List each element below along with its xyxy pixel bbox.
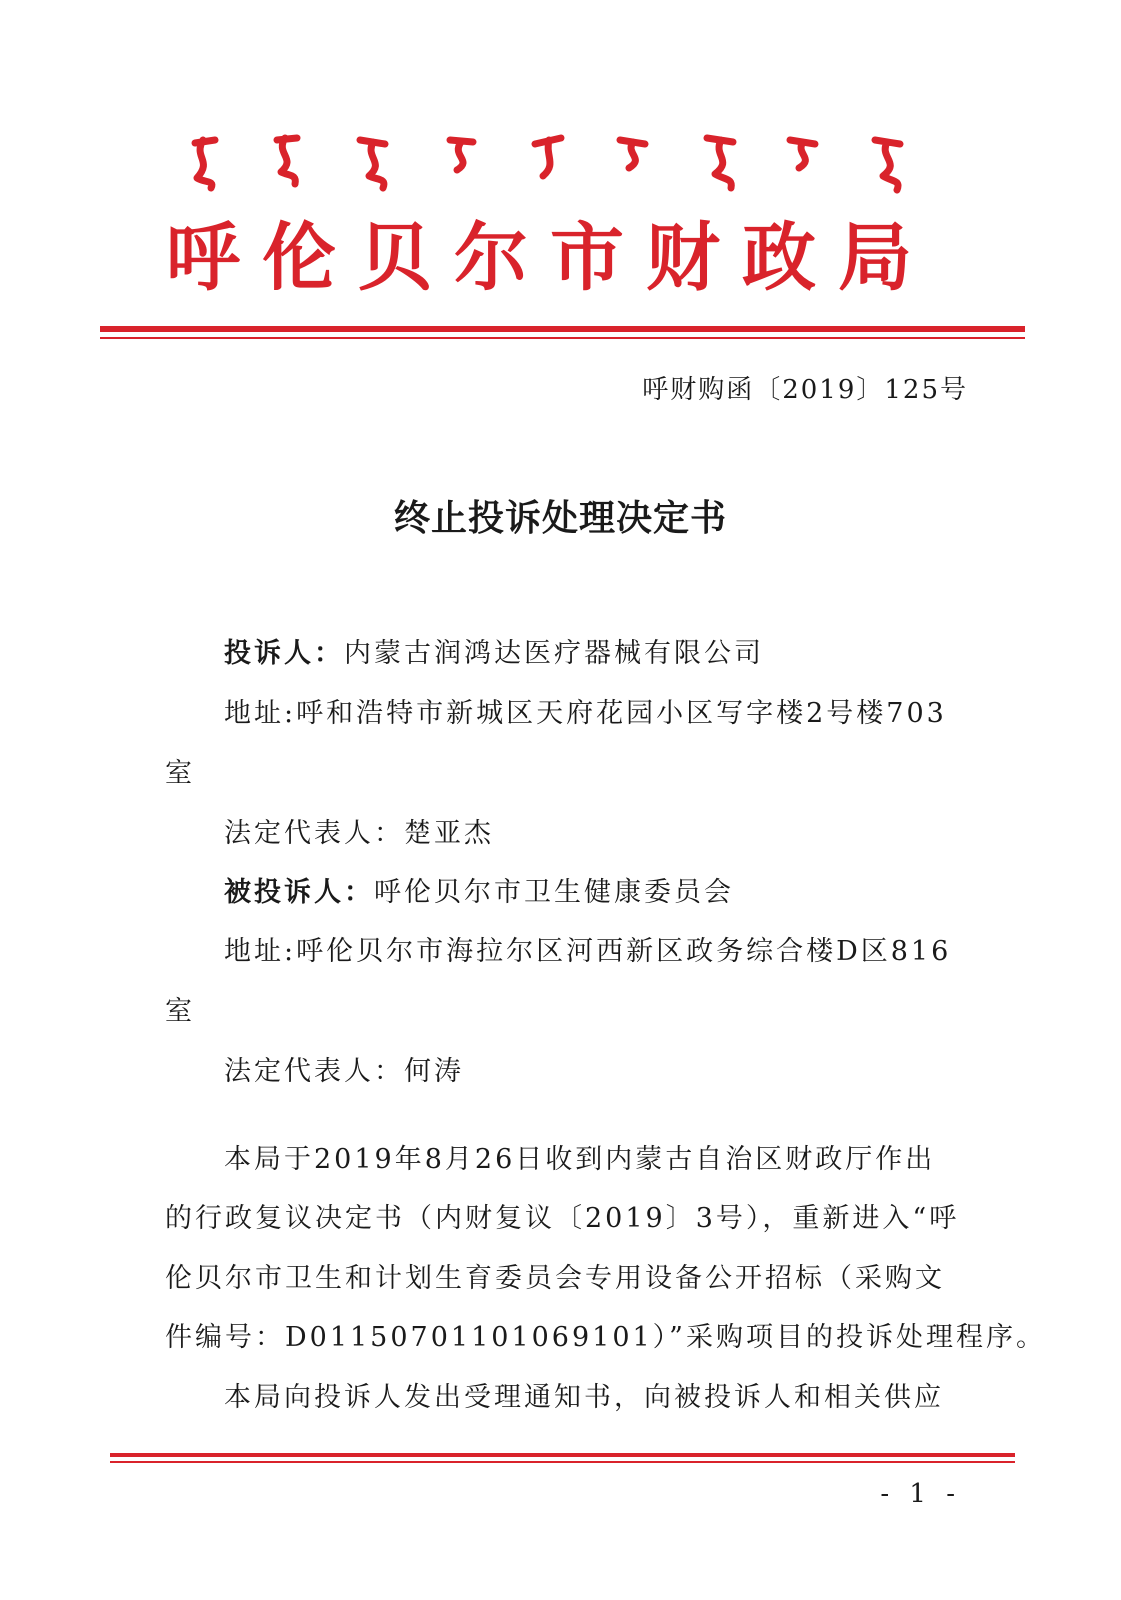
respondent-label: 被投诉人： xyxy=(224,877,374,908)
header-rule-thick xyxy=(100,326,1025,332)
document-title: 终止投诉处理决定书 xyxy=(393,498,727,539)
complainant-line xyxy=(224,634,764,674)
body-paragraph-1-line-4: 件编号：D01150701101069101）”采购项目的投诉处理程序。 xyxy=(165,1322,1046,1353)
page-number: - 1 - xyxy=(880,1479,961,1509)
header-rule-thin xyxy=(100,337,1025,339)
footer-rule-thin xyxy=(110,1461,1015,1463)
body-paragraph-2-line-1: 本局向投诉人发出受理通知书，向被投诉人和相关供应 xyxy=(224,1382,944,1413)
footer-rule-thick xyxy=(110,1453,1015,1457)
complainant-label: 投诉人： xyxy=(224,638,344,669)
complainant-legal-representative: 法定代表人：楚亚杰 xyxy=(224,818,494,849)
mongolian-script-glyphs xyxy=(185,128,920,198)
body-paragraph-1-line-1: 本局于2019年8月26日收到内蒙古自治区财政厅作出 xyxy=(224,1144,936,1175)
mongolian-script-header xyxy=(185,128,920,198)
respondent-name: 呼伦贝尔市卫生健康委员会 xyxy=(374,877,734,908)
respondent-line xyxy=(224,873,734,913)
complainant-address-line-2: 室 xyxy=(165,758,195,789)
document-number: 呼财购函〔2019〕125号 xyxy=(642,375,968,405)
organization-name: 呼伦贝尔市财政局 xyxy=(166,215,934,301)
respondent-address-line-2: 室 xyxy=(165,996,195,1027)
complainant-address-line-1: 地址:呼和浩特市新城区天府花园小区写字楼2号楼703 xyxy=(224,698,947,729)
body-paragraph-1-line-3: 伦贝尔市卫生和计划生育委员会专用设备公开招标（采购文 xyxy=(165,1263,945,1294)
complainant-name: 内蒙古润鸿达医疗器械有限公司 xyxy=(344,638,764,669)
body-paragraph-1-line-2: 的行政复议决定书（内财复议〔2019〕3号），重新进入“呼 xyxy=(165,1203,960,1234)
respondent-address-line-1: 地址:呼伦贝尔市海拉尔区河西新区政务综合楼D区816 xyxy=(224,936,952,967)
respondent-legal-representative: 法定代表人：何涛 xyxy=(224,1056,464,1087)
